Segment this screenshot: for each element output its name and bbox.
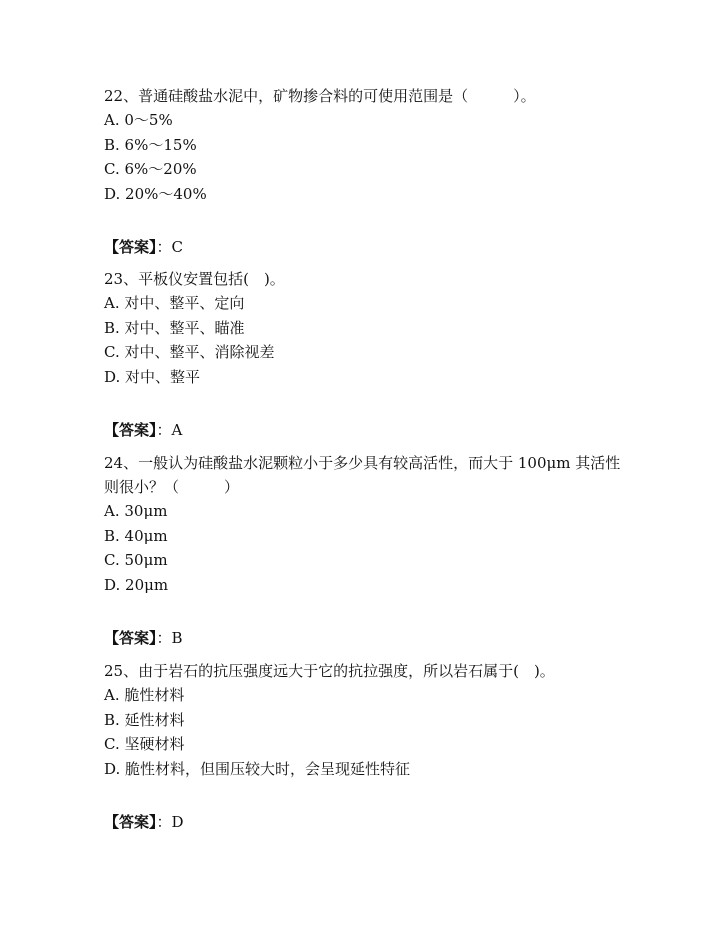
- question-text: 24、一般认为硅酸盐水泥颗粒小于多少具有较高活性，而大于 100μm 其活性则很小？（ ）: [104, 454, 621, 496]
- question-22: [104, 84, 624, 259]
- answer-separator: ：: [156, 421, 172, 439]
- option-d: D. 20μm: [104, 575, 169, 594]
- option-d: D. 脆性材料，但围压较大时，会呈现延性特征: [104, 759, 411, 778]
- option-c: C. 6%～20%: [104, 160, 197, 178]
- answer-line: [104, 626, 624, 650]
- option-a: A. 对中、整平、定向: [104, 294, 245, 312]
- question-text: 23、平板仪安置包括( )。: [104, 270, 285, 288]
- question-25: [104, 659, 624, 834]
- answer-value: C: [171, 238, 184, 256]
- answer-value: B: [171, 629, 183, 647]
- option-d: D. 对中、整平: [104, 367, 201, 386]
- answer-label: 【答案】: [104, 629, 157, 647]
- answer-label: 【答案】: [104, 421, 157, 439]
- question-text: 22、普通硅酸盐水泥中，矿物掺合料的可使用范围是（ ）。: [104, 87, 536, 105]
- option-b: B. 延性材料: [104, 710, 185, 729]
- option-b: B. 6%～15%: [104, 135, 197, 154]
- option-c: C. 坚硬材料: [104, 735, 185, 753]
- answer-label: 【答案】: [104, 813, 157, 831]
- answer-line: [104, 235, 624, 259]
- answer-value: D: [171, 813, 184, 831]
- option-c: C. 50μm: [104, 551, 168, 569]
- option-a: A. 0～5%: [104, 111, 173, 129]
- option-a: A. 30μm: [104, 502, 168, 520]
- question-text: 25、由于岩石的抗压强度远大于它的抗拉强度，所以岩石属于( )。: [104, 662, 555, 680]
- question-23: [104, 267, 624, 442]
- answer-line: [104, 810, 624, 834]
- answer-value: A: [171, 421, 183, 439]
- option-b: B. 对中、整平、瞄准: [104, 318, 245, 337]
- option-c: C. 对中、整平、消除视差: [104, 343, 275, 361]
- answer-separator: ：: [156, 813, 172, 831]
- answer-separator: ：: [156, 629, 172, 647]
- option-b: B. 40μm: [104, 526, 168, 545]
- option-d: D. 20%～40%: [104, 184, 207, 203]
- answer-line: [104, 418, 624, 442]
- answer-label: 【答案】: [104, 238, 157, 256]
- question-24: [104, 451, 624, 650]
- answer-separator: ：: [156, 238, 172, 256]
- option-a: A. 脆性材料: [104, 686, 185, 704]
